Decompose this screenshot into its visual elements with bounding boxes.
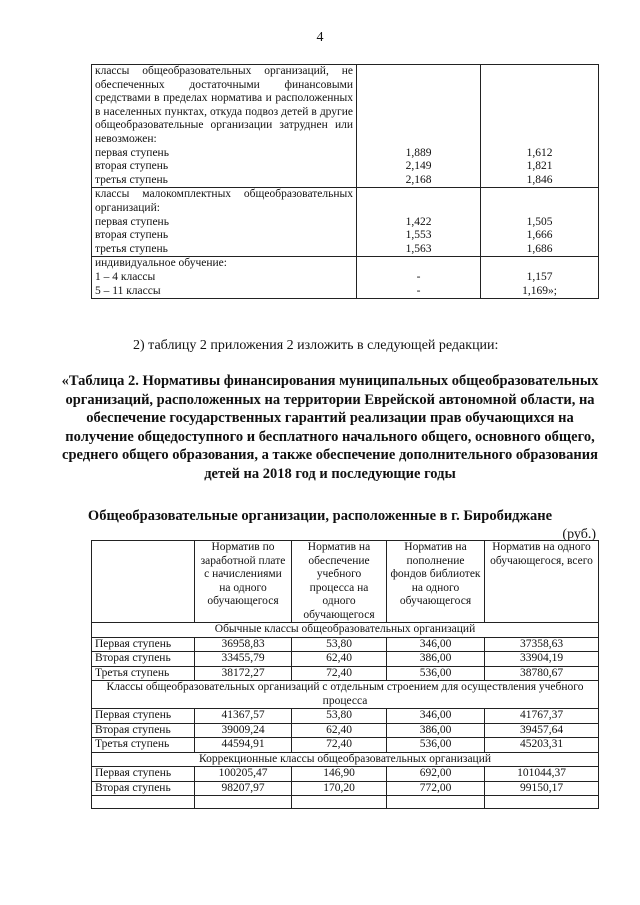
table-title: «Таблица 2. Нормативы финансирования муниципальных общеобразовательных организаций, расположенных на территории Еврейской автономной области, на обеспечение государственных гарантий реализации прав обучающихся на получение общедоступного и бесплатного начального общего, основного общего, среднего общего образования, а также обеспечение дополнительного образования детей на 2018 год и последующие годы	[61, 373, 599, 482]
coef-value: 1,422	[405, 215, 432, 228]
coef-block-row	[92, 65, 599, 188]
cell-value: 33904,19	[485, 652, 599, 667]
header-row	[92, 541, 599, 623]
coef-block-label-cell	[92, 188, 357, 257]
coef-value: 1,821	[526, 160, 553, 173]
cell-value: 346,00	[387, 709, 485, 724]
table-row	[92, 781, 599, 796]
section-row	[92, 681, 599, 709]
coef-row-name: третья ступень	[95, 173, 168, 186]
instruction-text: 2) таблицу 2 приложения 2 изложить в следующей редакции:	[133, 338, 499, 353]
empty-cell	[387, 796, 485, 809]
coefficients-table	[91, 64, 599, 299]
table-row	[92, 652, 599, 667]
cell-value: 170,20	[292, 781, 387, 796]
row-label: Третья ступень	[92, 738, 195, 753]
section-title: Коррекционные классы общеобразовательных организаций	[92, 752, 599, 767]
coef-value: -	[416, 270, 421, 283]
cell-value: 98207,97	[195, 781, 292, 796]
cell-value: 36958,83	[195, 637, 292, 652]
cell-value: 62,40	[292, 652, 387, 667]
section-title: Обычные классы общеобразовательных организаций	[92, 623, 599, 638]
coef-col-2-cell	[481, 65, 599, 188]
cell-value: 38172,27	[195, 666, 292, 681]
coef-block-label: классы малокомплектных общеобразовательных организаций:	[95, 188, 353, 214]
table-row	[92, 767, 599, 782]
coef-row-name: первая ступень	[95, 215, 169, 228]
cell-value: 146,90	[292, 767, 387, 782]
cell-value: 39457,64	[485, 723, 599, 738]
coef-value: 1,846	[526, 173, 553, 186]
coef-block-label: классы общеобразовательных организаций, не обеспеченных достаточными финансовыми средствами в пределах норматива и расположенных в населенных пунктах, откуда подвоз детей в другие общеобразовательные организации затруднен или невозможен:	[95, 65, 353, 145]
column-header: Норматив на пополнение фондов библиотек на одного обучающегося	[387, 541, 485, 623]
cell-value: 536,00	[387, 738, 485, 753]
row-label: Первая ступень	[92, 709, 195, 724]
coef-value: 2,168	[405, 173, 432, 186]
coef-col-1-cell	[357, 65, 481, 188]
coef-row-name: третья ступень	[95, 242, 168, 255]
empty-row	[92, 796, 599, 809]
section-row	[92, 623, 599, 638]
table-row	[92, 666, 599, 681]
coef-value: 1,612	[526, 146, 553, 159]
table-row	[92, 738, 599, 753]
column-header: Норматив на одного обучающегося, всего	[485, 541, 599, 623]
row-label: Вторая ступень	[92, 652, 195, 667]
coef-value: -	[416, 284, 421, 297]
coef-value: 1,889	[405, 146, 432, 159]
coef-value: 1,563	[405, 242, 432, 255]
coef-value: 1,666	[526, 229, 553, 242]
cell-value: 33455,79	[195, 652, 292, 667]
coef-value: 1,686	[526, 242, 553, 255]
section-title: Классы общеобразовательных организаций с отдельным строением для осуществления учебного процесса	[92, 681, 599, 709]
empty-cell	[92, 796, 195, 809]
cell-value: 692,00	[387, 767, 485, 782]
coef-col-1-cell	[357, 257, 481, 299]
table-subtitle: Общеобразовательные организации, расположенные в г. Биробиджане	[87, 508, 553, 524]
cell-value: 100205,47	[195, 767, 292, 782]
column-header: Норматив по заработной плате с начислениями на одного обучающегося	[195, 541, 292, 623]
cell-value: 38780,67	[485, 666, 599, 681]
coef-row-name: 5 – 11 классы	[95, 284, 161, 297]
cell-value: 39009,24	[195, 723, 292, 738]
coef-value: 1,157	[526, 270, 553, 283]
coef-row-name: 1 – 4 классы	[95, 270, 156, 283]
cell-value: 72,40	[292, 666, 387, 681]
cell-value: 41367,57	[195, 709, 292, 724]
table-row	[92, 709, 599, 724]
coef-col-2-cell	[481, 257, 599, 299]
row-label: Вторая ступень	[92, 781, 195, 796]
cell-value: 53,80	[292, 709, 387, 724]
section-row	[92, 752, 599, 767]
coef-row-name: вторая ступень	[95, 229, 169, 242]
empty-cell	[292, 796, 387, 809]
cell-value: 44594,91	[195, 738, 292, 753]
row-label: Первая ступень	[92, 637, 195, 652]
empty-cell	[485, 796, 599, 809]
coef-value: 1,553	[405, 229, 432, 242]
coef-value: 2,149	[405, 160, 432, 173]
cell-value: 386,00	[387, 652, 485, 667]
coef-block-label: индивидуальное обучение:	[95, 257, 227, 270]
page-number: 4	[316, 30, 324, 45]
row-label: Вторая ступень	[92, 723, 195, 738]
coef-block-label-cell	[92, 65, 357, 188]
cell-value: 99150,17	[485, 781, 599, 796]
coef-value: 1,169»;	[522, 284, 557, 297]
coef-block-label-cell	[92, 257, 357, 299]
coef-row-name: вторая ступень	[95, 160, 169, 173]
currency-unit: (руб.)	[562, 527, 596, 542]
cell-value: 53,80	[292, 637, 387, 652]
cell-value: 346,00	[387, 637, 485, 652]
funding-norms-table	[91, 540, 599, 809]
cell-value: 62,40	[292, 723, 387, 738]
coef-block-row	[92, 257, 599, 299]
cell-value: 45203,31	[485, 738, 599, 753]
cell-value: 41767,37	[485, 709, 599, 724]
row-label: Первая ступень	[92, 767, 195, 782]
coef-value: 1,505	[526, 215, 553, 228]
table-row	[92, 723, 599, 738]
table-row	[92, 637, 599, 652]
cell-value: 386,00	[387, 723, 485, 738]
cell-value: 101044,37	[485, 767, 599, 782]
column-header: Норматив на обеспечение учебного процесса на одного обучающегося	[292, 541, 387, 623]
cell-value: 536,00	[387, 666, 485, 681]
cell-value: 37358,63	[485, 637, 599, 652]
coef-block-row	[92, 188, 599, 257]
coef-row-name: первая ступень	[95, 146, 169, 159]
cell-value: 772,00	[387, 781, 485, 796]
row-label: Третья ступень	[92, 666, 195, 681]
column-header	[92, 541, 195, 623]
coef-col-1-cell	[357, 188, 481, 257]
coef-col-2-cell	[481, 188, 599, 257]
cell-value: 72,40	[292, 738, 387, 753]
empty-cell	[195, 796, 292, 809]
